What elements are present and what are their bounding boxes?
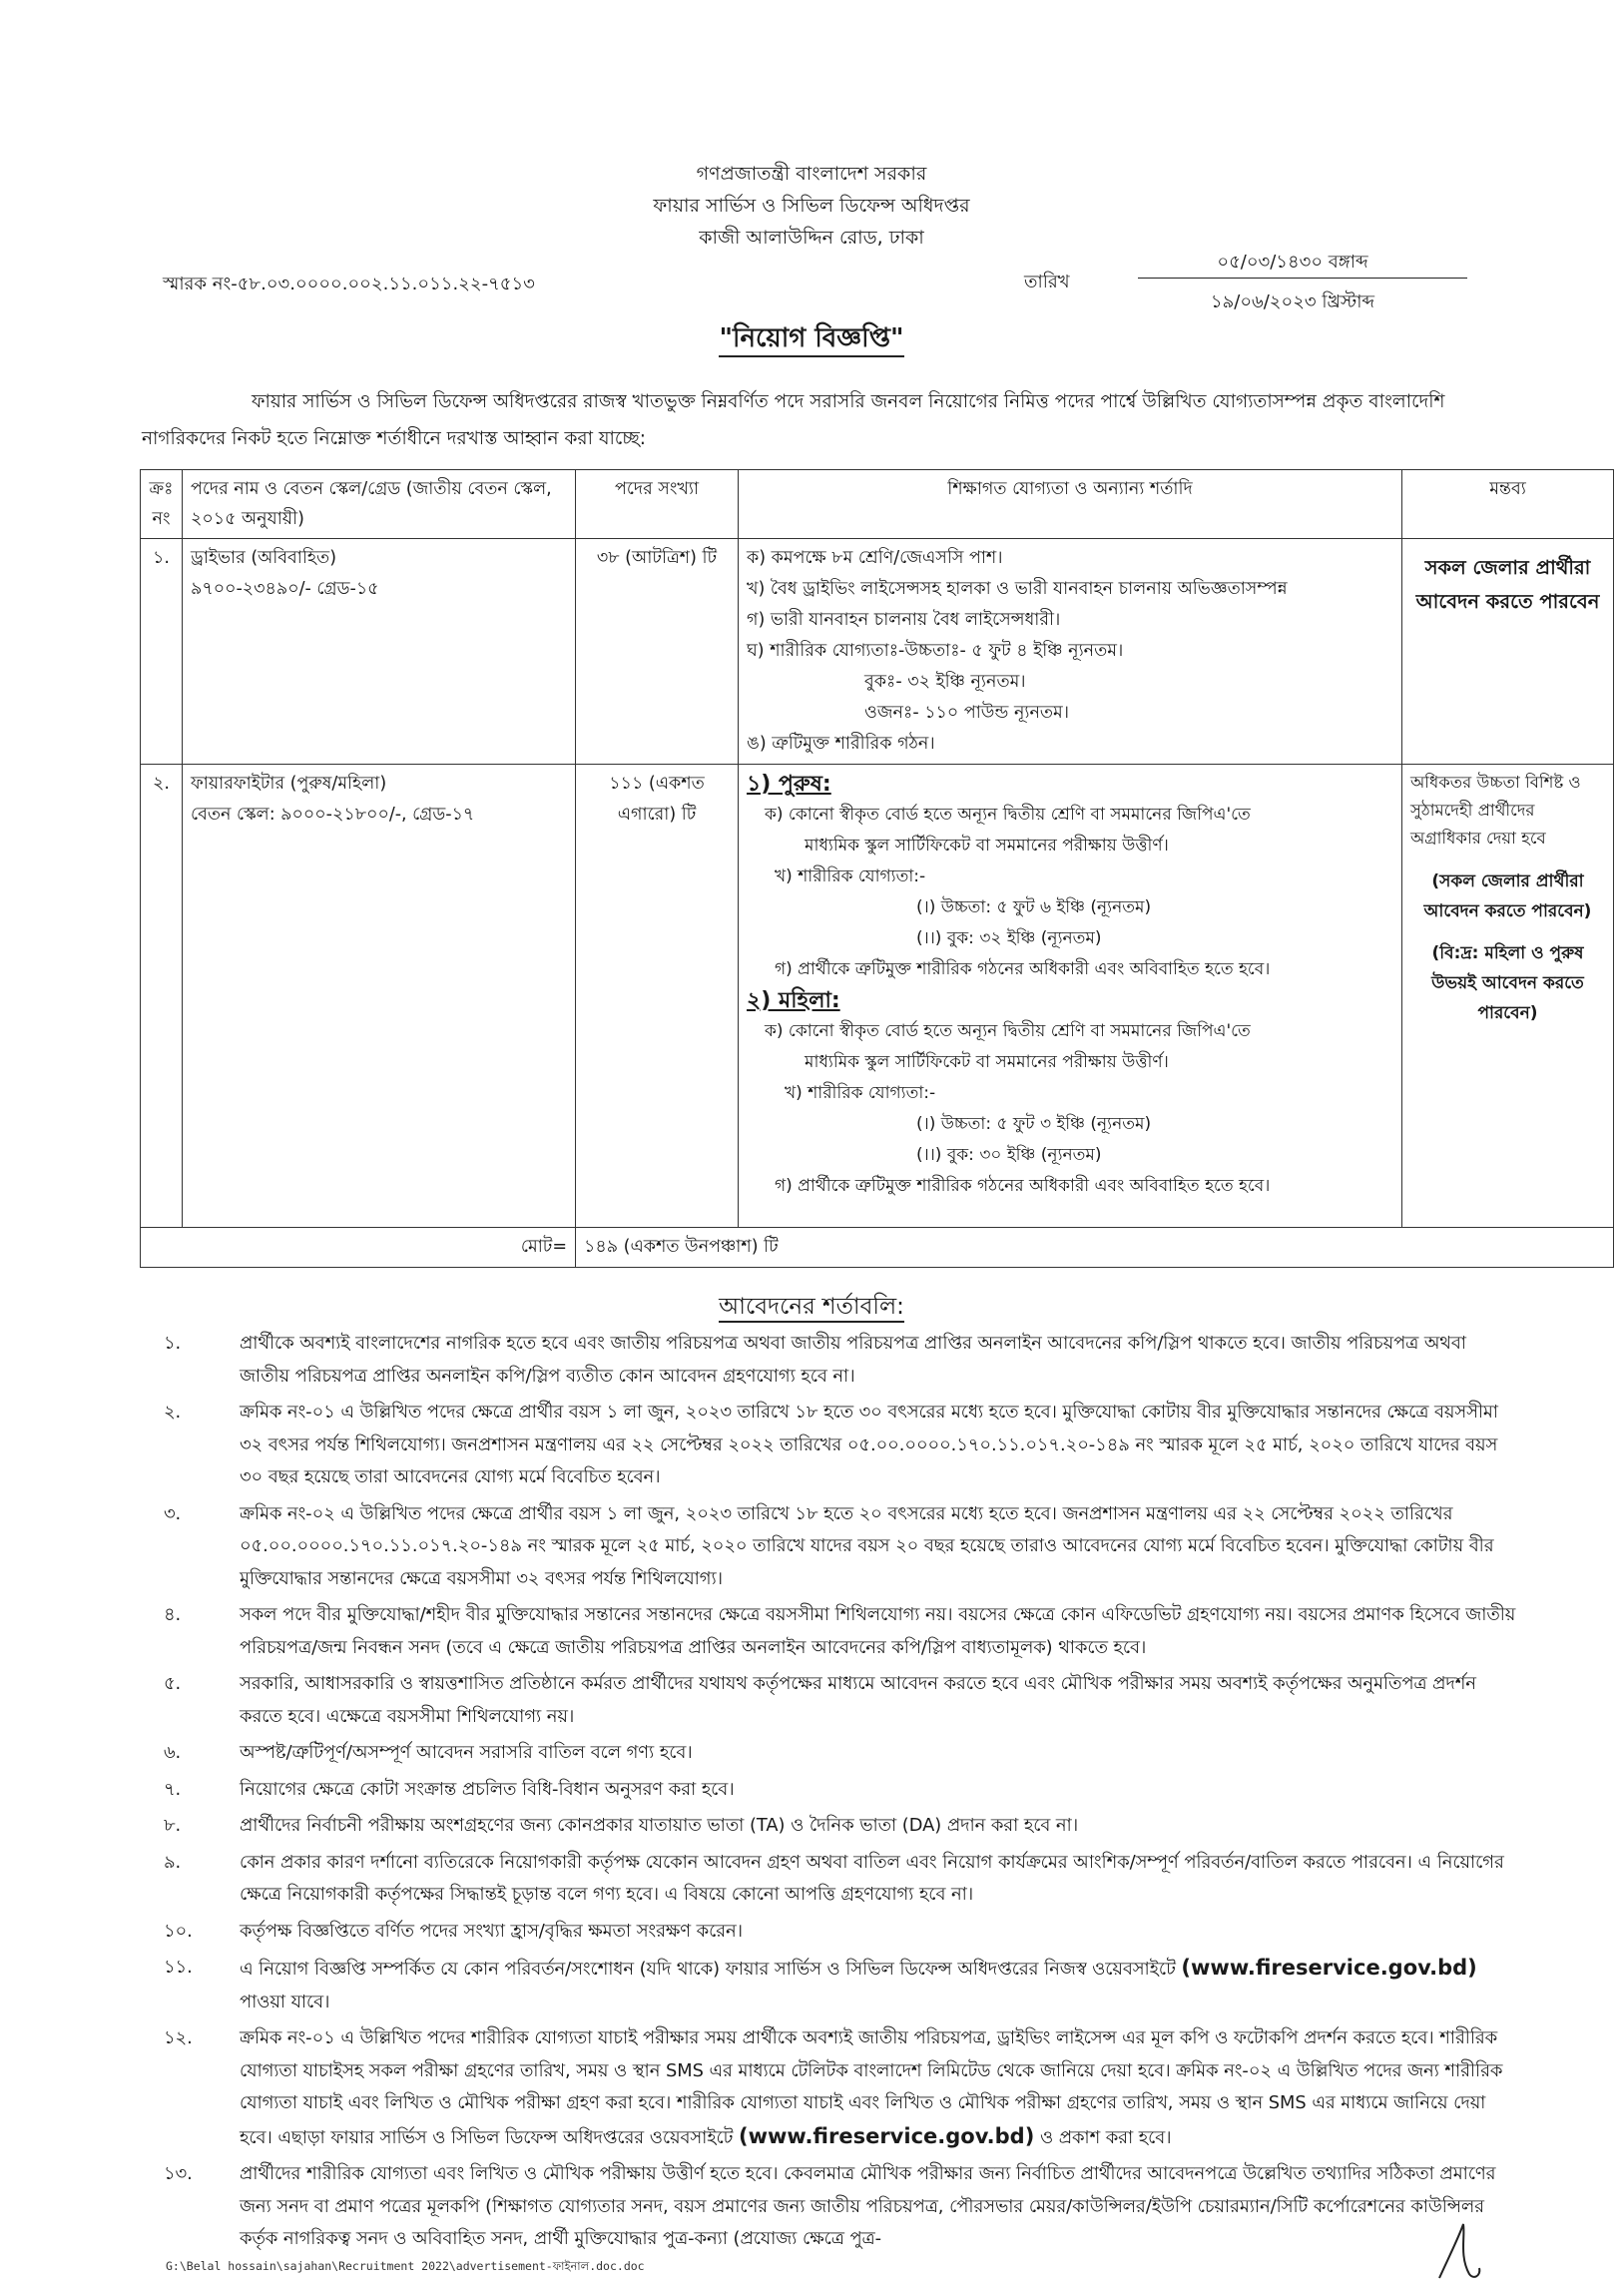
condition-number: ৬. — [164, 1742, 182, 1763]
condition-number: ২. — [164, 1402, 182, 1423]
condition-text: সকল পদে বীর মুক্তিযোদ্ধা/শহীদ বীর মুক্তিযোদ্ধার সন্তানের সন্তানদের ক্ষেত্রে বয়সসীমা শিথিলযোগ্য নয়। বয়সের ক্ষেত্রে কোন এফিডেভিট গ্রহণযোগ্য নয়। বয়সের প্রমাণক হিসেবে জাতীয় পরিচয়পত্র/জন্ম নিবন্ধন সনদ (তবে এ ক্ষেত্রে জাতীয় পরিচয়পত্র প্রাপ্তির অনলাইন আবেদনের কপি/স্লিপ বাধ্যতামূলক) থাকতে হবে। — [240, 1604, 1516, 1658]
condition-item — [140, 1916, 1517, 1949]
office-line-department: ফায়ার সার্ভিস ও সিভিল ডিফেন্স অধিদপ্তর — [653, 195, 970, 217]
row1-qualification — [739, 539, 1402, 765]
table-row — [141, 539, 1614, 765]
header-qualification: শিক্ষাগত যোগ্যতা ও অন্যান্য শর্তাদি — [739, 470, 1402, 539]
condition-item — [140, 1810, 1517, 1843]
male-heading-text: ১) পুরুষ: — [747, 772, 831, 797]
condition-number: ১. — [164, 1333, 182, 1354]
condition-item — [140, 1397, 1517, 1494]
posts-table — [140, 469, 1614, 1268]
condition-text: প্রার্থীদের শারীরিক যোগ্যতা এবং লিখিত ও মৌখিক পরীক্ষায় উত্তীর্ণ হতে হবে। কেবলমাত্র মৌখিক পরীক্ষার জন্য নির্বাচিত প্রার্থীদের আবেদনপত্রে উল্লেখিত তথ্যাদির সঠিকতা প্রমাণের জন্য সনদ বা প্রমাণ পত্রের মূলকপি (শিক্ষাগত যোগ্যতার সনদ, বয়স প্রমাণের জন্য জাতীয় পরিচয়পত্র, পৌরসভার মেয়র/কাউন্সিলর/ইউপি চেয়ারম্যান/সিটি কর্পোরেশনের কাউন্সিলর কর্তৃক নাগরিকত্ব সনদ ও অবিবাহিত সনদ, প্রার্থী মুক্তিযোদ্ধার পুত্র-কন্যা (প্রযোজ্য ক্ষেত্রে পুত্র- — [240, 2163, 1496, 2249]
row1-post-scale: ৯৭০০-২৩৪৯০/- গ্রেড-১৫ — [191, 579, 379, 599]
condition-item — [140, 1498, 1517, 1596]
row2-post — [183, 765, 576, 1228]
condition-item — [140, 1847, 1517, 1912]
condition-number: ১১. — [164, 1957, 193, 1978]
female-q-b: খ) শারীরিক যোগ্যতা:- — [785, 1083, 936, 1103]
condition-text: কর্তৃপক্ষ বিজ্ঞপ্তিতে বর্ণিত পদের সংখ্যা হ্রাস/বৃদ্ধির ক্ষমতা সংরক্ষণ করেন। — [240, 1920, 744, 1942]
row1-q-d: ঘ) শারীরিক যোগ্যতাঃ-উচ্চতাঃ- ৫ ফুট ৪ ইঞ্চি ন্যূনতম। — [747, 641, 1124, 661]
male-q-b: খ) শারীরিক যোগ্যতা:- — [775, 866, 926, 886]
row1-count: ৩৮ (আটত্রিশ) টি — [576, 539, 739, 765]
header-post: পদের নাম ও বেতন স্কেল/গ্রেড (জাতীয় বেতন স্কেল, ২০১৫ অনুযায়ী) — [183, 470, 576, 539]
condition-item — [140, 1599, 1517, 1664]
condition-text-end: ও প্রকাশ করা হবে। — [1034, 2126, 1172, 2148]
condition-item — [140, 1952, 1517, 2018]
row1-q-chest: বুকঃ- ৩২ ইঞ্চি ন্যূনতম। — [864, 672, 1026, 692]
row1-q-e: ঙ) ত্রুটিমুক্ত শারীরিক গঠন। — [747, 734, 935, 754]
condition-number: ৭. — [164, 1778, 182, 1800]
row1-q-a: ক) কমপক্ষে ৮ম শ্রেণি/জেএসসি পাশ। — [747, 548, 1003, 568]
male-q-a-cont: মাধ্যমিক স্কুল সার্টিফিকেট বা সমমানের পরীক্ষায় উত্তীর্ণ। — [805, 836, 1169, 856]
date-label: তারিখ — [1024, 272, 1070, 292]
row2-post-scale: বেতন স্কেল: ৯০০০-২১৮০০/-, গ্রেড-১৭ — [191, 805, 475, 825]
table-total-row — [141, 1228, 1614, 1268]
male-q-height: (।) উচ্চতা: ৫ ফুট ৬ ইঞ্চি (ন্যূনতম) — [916, 897, 1152, 917]
row2-post-name: ফায়ারফাইটার (পুরুষ/মহিলা) — [191, 774, 387, 794]
row1-q-weight: ওজনঃ- ১১০ পাউন্ড ন্যূনতম। — [864, 703, 1070, 723]
condition-text: প্রার্থীকে অবশ্যই বাংলাদেশের নাগরিক হতে হবে এবং জাতীয় পরিচয়পত্র অথবা জাতীয় পরিচয়পত্র প্রাপ্তির অনলাইন আবেদনের কপি/স্লিপ থাকতে হবে। জাতীয় পরিচয়পত্র অথবা জাতীয় পরিচয়পত্র প্রাপ্তির অনলাইন কপি/স্লিপ ব্যতীত কোন আবেদন গ্রহণযোগ্য হবে না। — [240, 1333, 1466, 1387]
condition-text: কোন প্রকার কারণ দর্শানো ব্যতিরেকে নিয়োগকারী কর্তৃপক্ষ যেকোন আবেদন গ্রহণ অথবা বাতিল এবং নিয়োগ কার্যক্রমের আংশিক/সম্পূর্ণ পরিবর্তন/বাতিল করতে পারবেন। এ নিয়োগের ক্ষেত্রে নিয়োগকারী কর্তৃপক্ষের সিদ্ধান্তই চূড়ান্ত বলে গণ্য হবে। এ বিষয়ে কোনো আপত্তি গ্রহণযোগ্য হবে না। — [240, 1851, 1504, 1905]
condition-text: নিয়োগের ক্ষেত্রে কোটা সংক্রান্ত প্রচলিত বিধি-বিধান অনুসরণ করা হবে। — [240, 1778, 735, 1800]
row2-remark-districts: (সকল জেলার প্রার্থীরা আবেদন করতে পারবেন) — [1423, 871, 1592, 921]
row2-remark — [1402, 765, 1614, 1228]
condition-number: ৪. — [164, 1604, 182, 1625]
row1-q-b: খ) বৈধ ড্রাইভিং লাইসেন্সসহ হালকা ও ভারী যানবাহন চালনায় অভিজ্ঞতাসম্পন্ন — [747, 579, 1288, 599]
notice-title — [0, 317, 1623, 361]
date-english: ১৯/০৬/২০২৩ খ্রিস্টাব্দ — [1210, 291, 1375, 312]
condition-item — [140, 1737, 1517, 1770]
condition-number: ১২. — [164, 2027, 193, 2048]
female-q-height: (।) উচ্চতা: ৫ ফুট ৩ ইঞ্চি (ন্যূনতম) — [916, 1114, 1152, 1134]
website-link[interactable]: (www.fireservice.gov.bd) — [738, 2123, 1035, 2148]
row1-q-c: গ) ভারী যানবাহন চালনায় বৈধ লাইসেন্সধারী। — [747, 610, 1061, 630]
condition-item — [140, 1668, 1517, 1733]
condition-item — [140, 2158, 1517, 2256]
row1-serial: ১. — [141, 539, 183, 765]
signature-mark-icon — [1429, 2216, 1489, 2286]
row1-post-name: ড্রাইভার (অবিবাহিত) — [191, 548, 337, 568]
condition-number: ৩. — [164, 1502, 182, 1524]
header-serial: ক্রঃ নং — [141, 470, 183, 539]
header-remarks: মন্তব্য — [1402, 470, 1614, 539]
row2-qualification — [739, 765, 1402, 1228]
row2-serial: ২. — [141, 765, 183, 1228]
conditions-title-text: আবেদনের শর্তাবলি: — [719, 1294, 904, 1323]
total-value: ১৪৯ (একশত উনপঞ্চাশ) টি — [576, 1228, 1614, 1268]
condition-text: সরকারি, আধাসরকারি ও স্বায়ত্তশাসিত প্রতিষ্ঠানে কর্মরত প্রার্থীদের যথাযথ কর্তৃপক্ষের মাধ্যমে আবেদন করতে হবে এবং মৌখিক পরীক্ষার সময় অবশ্যই কর্তৃপক্ষের অনুমতিপত্র প্রদর্শন করতে হবে। এক্ষেত্রে বয়সসীমা শিথিলযোগ্য নয়। — [240, 1673, 1476, 1727]
female-q-a: ক) কোনো স্বীকৃত বোর্ড হতে অন্যূন দ্বিতীয় শ্রেণি বা সমমানের জিপিএ'তে — [765, 1021, 1251, 1041]
male-q-c: গ) প্রার্থীকে ত্রুটিমুক্ত শারীরিক গঠনের অধিকারী এবং অবিবাহিত হতে হবে। — [775, 959, 1271, 979]
female-q-c: গ) প্রার্থীকে ত্রুটিমুক্ত শারীরিক গঠনের অধিকারী এবং অবিবাহিত হতে হবে। — [775, 1176, 1271, 1196]
condition-text: এ নিয়োগ বিজ্ঞপ্তি সম্পর্কিত যে কোন পরিবর্তন/সংশোধন (যদি থাকে) ফায়ার সার্ভিস ও সিভিল ডিফেন্স অধিদপ্তরের নিজস্ব ওয়েবসাইটে — [240, 1959, 1176, 1980]
condition-item — [140, 1328, 1517, 1393]
office-line-government: গণপ্রজাতন্ত্রী বাংলাদেশ সরকার — [696, 163, 927, 185]
conditions-list — [140, 1328, 1517, 2260]
condition-number: ৯. — [164, 1851, 182, 1873]
website-link[interactable]: (www.fireservice.gov.bd) — [1181, 1956, 1477, 1980]
male-heading — [747, 769, 1393, 800]
row2-count: ১১১ (একশত এগারো) টি — [576, 765, 739, 1228]
condition-number: ৫. — [164, 1673, 182, 1694]
header-count: পদের সংখ্যা — [576, 470, 739, 539]
condition-item — [140, 2022, 1517, 2154]
office-line-address: কাজী আলাউদ্দিন রোড, ঢাকা — [699, 227, 924, 249]
male-q-a: ক) কোনো স্বীকৃত বোর্ড হতে অন্যূন দ্বিতীয় শ্রেণি বা সমমানের জিপিএ'তে — [765, 805, 1251, 825]
row1-post — [183, 539, 576, 765]
memo-number: স্মারক নং-৫৮.০৩.০০০০.০০২.১১.০১১.২২-৭৫১৩ — [163, 274, 535, 294]
female-heading — [747, 985, 1393, 1016]
female-q-a-cont: মাধ্যমিক স্কুল সার্টিফিকেট বা সমমানের পরীক্ষায় উত্তীর্ণ। — [805, 1052, 1169, 1072]
condition-number: ১৩. — [164, 2163, 193, 2184]
condition-text: প্রার্থীদের নির্বাচনী পরীক্ষায় অংশগ্রহণের জন্য কোনপ্রকার যাতায়াত ভাতা (TA) ও দৈনিক ভাতা (DA) প্রদান করা হবে না। — [240, 1815, 1079, 1836]
condition-text: ক্রমিক নং-০২ এ উল্লিখিত পদের ক্ষেত্রে প্রার্থীর বয়স ১ লা জুন, ২০২৩ তারিখে ১৮ হতে ২০ বৎসরের মধ্যে হতে হবে। জনপ্রশাসন মন্ত্রণালয় এর ২২ সেপ্টেম্বর ২০২২ তারিখের ০৫.০০.০০০০.১৭০.১১.০১৭.২০-১৪৯ নং স্মারক মূলে ২৫ মার্চ, ২০২০ তারিখে যাদের বয়স ২০ বছর হয়েছে তারাও আবেদনের যোগ্য মর্মে বিবেচিত হবেন। মুক্তিযোদ্ধা কোটায় বীর মুক্তিযোদ্ধার সন্তানদের ক্ষেত্রে বয়সসীমা ৩২ বৎসর পর্যন্ত শিথিলযোগ্য। — [240, 1502, 1494, 1589]
condition-number: ১০. — [164, 1920, 193, 1942]
condition-text: ক্রমিক নং-০১ এ উল্লিখিত পদের শারীরিক যোগ্যতা যাচাই পরীক্ষার সময় প্রার্থীকে অবশ্যই জাতীয় পরিচয়পত্র, ড্রাইভিং লাইসেন্স এর মূল কপি ও ফটোকপি প্রদর্শন করতে হবে। শারীরিক যোগ্যতা যাচাইসহ সকল পরীক্ষা গ্রহণের তারিখ, সময় ও স্থান SMS এর মাধ্যমে টেলিটক বাংলাদেশ লিমিটেড থেকে জানিয়ে দেয়া হবে। ক্রমিক নং-০২ এ উল্লিখিত পদের জন্য শারীরিক যোগ্যতা যাচাই এবং লিখিত ও মৌখিক পরীক্ষা গ্রহণ করা হবে। শারীরিক যোগ্যতা যাচাই এবং লিখিত ও মৌখিক পরীক্ষা গ্রহণের তারিখ, সময় ও স্থান SMS এর মাধ্যমে জানিয়ে দেয়া হবে। এছাড়া ফায়ার সার্ভিস ও সিভিল ডিফেন্স অধিদপ্তরের ওয়েবসাইটে — [240, 2027, 1503, 2148]
row2-remark-priority: অধিকতর উচ্চতা বিশিষ্ট ও সুঠামদেহী প্রার্থীদের অগ্রাধিকার দেয়া হবে — [1410, 773, 1581, 848]
female-heading-text: ২) মহিলা: — [747, 988, 840, 1013]
condition-text-end: পাওয়া যাবে। — [240, 1991, 330, 2012]
row1-remark-text: সকল জেলার প্রার্থীরা আবেদন করতে পারবেন — [1415, 556, 1600, 613]
table-header-row — [141, 470, 1614, 539]
condition-text: অস্পষ্ট/ত্রুটিপূর্ণ/অসম্পূর্ণ আবেদন সরাসরি বাতিল বলে গণ্য হবে। — [240, 1742, 693, 1763]
row2-remark-note: (বি:দ্র: মহিলা ও পুরুষ উভয়ই আবেদন করতে পারবেন) — [1431, 943, 1584, 1023]
female-q-chest: (।।) বুক: ৩০ ইঞ্চি (ন্যূনতম) — [916, 1145, 1102, 1165]
file-path-footer: G:\Belal hossain\sajahan\Recruitment 2022\advertisement-ফাইনাল.doc.doc — [166, 2259, 645, 2273]
condition-item — [140, 1774, 1517, 1807]
date-divider — [1138, 278, 1467, 279]
condition-text: ক্রমিক নং-০১ এ উল্লিখিত পদের ক্ষেত্রে প্রার্থীর বয়স ১ লা জুন, ২০২৩ তারিখে ১৮ হতে ৩০ বৎসরের মধ্যে হতে হবে। মুক্তিযোদ্ধা কোটায় বীর মুক্তিযোদ্ধার সন্তানদের ক্ষেত্রে বয়সসীমা ৩২ বৎসর পর্যন্ত শিথিলযোগ্য। জনপ্রশাসন মন্ত্রণালয় এর ২২ সেপ্টেম্বর ২০২২ তারিখের ০৫.০০.০০০০.১৭০.১১.০১৭.২০-১৪৯ নং স্মারক মূলে ২৫ মার্চ, ২০২০ তারিখে যাদের বয়স ৩০ বছর হয়েছে তারা আবেদনের যোগ্য মর্মে বিবেচিত হবেন। — [240, 1402, 1498, 1487]
row1-remark — [1402, 539, 1614, 765]
notice-title-text: "নিয়োগ বিজ্ঞপ্তি" — [719, 323, 903, 357]
conditions-title — [0, 1288, 1623, 1327]
total-label: মোট= — [141, 1228, 576, 1268]
male-q-chest: (।।) বুক: ৩২ ইঞ্চি (ন্যূনতম) — [916, 928, 1102, 948]
intro-paragraph: ফায়ার সার্ভিস ও সিভিল ডিফেন্স অধিদপ্তরের রাজস্ব খাতভুক্ত নিম্নবর্ণিত পদে সরাসরি জনবল নিয়োগের নিমিত্ত পদের পার্শ্বে উল্লিখিত যোগ্যতাসম্পন্ন প্রকৃত বাংলাদেশি নাগরিকদের নিকট হতে নিম্নোক্ত শর্তাধীনে দরখাস্ত আহ্বান করা যাচ্ছে: — [142, 391, 1445, 449]
table-row — [141, 765, 1614, 1228]
date-bangla: ০৫/০৩/১৪৩০ বঙ্গাব্দ — [1217, 252, 1368, 273]
condition-number: ৮. — [164, 1815, 182, 1836]
